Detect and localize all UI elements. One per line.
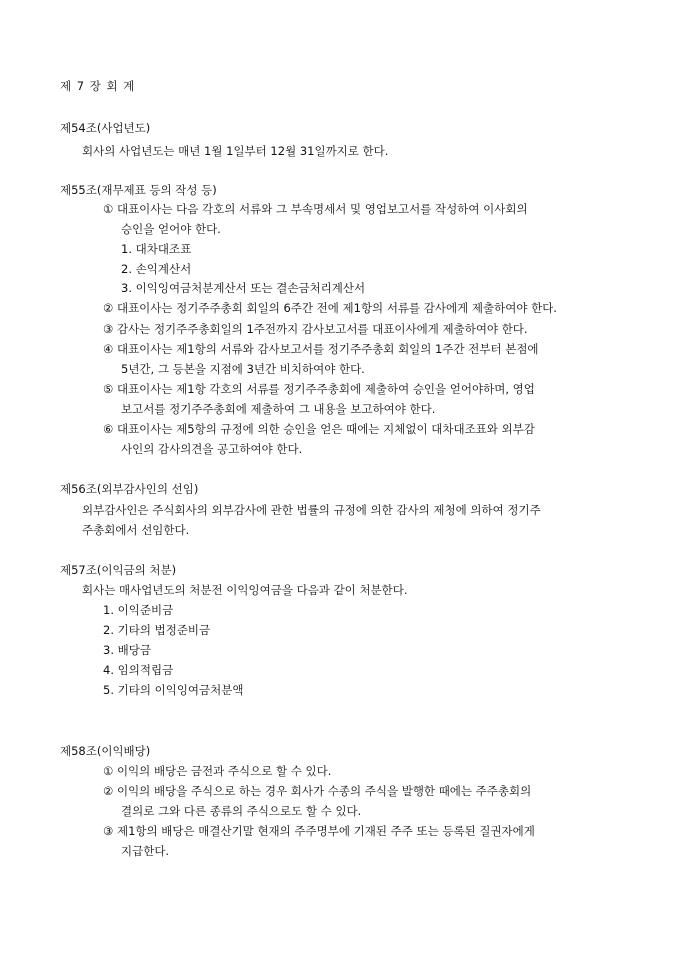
article-58-para-3-line-1: ③ 제1항의 배당은 매결산기말 현재의 주주명부에 기재된 주주 또는 등록된 질권자에게 [103,824,535,838]
article-56-line-1: 외부감사인은 주식회사의 외부감사에 관한 법률의 규정에 의한 감사의 제청에 의하여 정기주 [82,503,541,517]
article-55-para-1-line-2: 승인을 얻어야 한다. [121,222,221,236]
article-55-para-4-line-2: 5년간, 그 등본을 지점에 3년간 비치하여야 한다. [121,362,365,376]
article-55-para-6-line-2: 사인의 감사의견을 공고하여야 한다. [121,442,303,456]
article-56-title: 제56조(외부감사인의 선임) [60,482,199,496]
article-56-line-2: 주총회에서 선임한다. [82,523,190,537]
article-57-body: 회사는 매사업년도의 처분전 이익잉여금을 다음과 같이 처분한다. [82,583,408,597]
article-55-para-3: ③ 감사는 정기주주총회일의 1주전까지 감사보고서를 대표이사에게 제출하여야 한다. [103,322,528,336]
chapter-heading: 제 7 장 회 계 [60,79,136,93]
article-55-para-4-line-1: ④ 대표이사는 제1항의 서류와 감사보고서를 정기주주총회 회일의 1주간 전부터 본점에 [103,342,539,356]
article-54-title: 제54조(사업년도) [60,121,151,135]
article-57-title: 제57조(이익금의 처분) [60,563,177,577]
article-55-title: 제55조(재무제표 등의 작성 등) [60,183,217,197]
article-55-para-5-line-2: 보고서를 정기주주총회에 제출하여 그 내용을 보고하여야 한다. [121,402,436,416]
article-57-item-3: 3. 배당금 [103,643,151,657]
article-55-para-2: ② 대표이사는 정기주주총회 회일의 6주간 전에 제1항의 서류를 감사에게 제출하여야 한다. [103,301,557,315]
article-58-para-2-line-1: ② 이익의 배당을 주식으로 하는 경우 회사가 수종의 주식을 발행한 때에는 주주총회의 [103,784,532,798]
article-55-item-2: 2. 손익계산서 [121,262,192,276]
article-58-para-3-line-2: 지급한다. [121,844,170,858]
article-55-item-3: 3. 이익잉여금처분계산서 또는 결손금처리계산서 [121,281,366,295]
article-54-body: 회사의 사업년도는 매년 1월 1일부터 12월 31일까지로 한다. [82,144,389,158]
article-58-para-2-line-2: 결의로 그와 다른 종류의 주식으로도 할 수 있다. [121,804,362,818]
article-55-para-5-line-1: ⑤ 대표이사는 제1항 각호의 서류를 정기주주총회에 제출하여 승인을 얻어야하며, 영업 [103,382,535,396]
article-58-para-1: ① 이익의 배당은 금전과 주식으로 할 수 있다. [103,764,332,778]
article-55-para-1-line-1: ① 대표이사는 다음 각호의 서류와 그 부속명세서 및 영업보고서를 작성하여 이사회의 [103,202,528,216]
article-57-item-2: 2. 기타의 법정준비금 [103,623,211,637]
article-58-title: 제58조(이익배당) [60,744,151,758]
article-55-para-6-line-1: ⑥ 대표이사는 제5항의 규정에 의한 승인을 얻은 때에는 지체없이 대차대조표와 외부감 [103,422,535,436]
article-57-item-5: 5. 기타의 이익잉여금처분액 [103,683,244,697]
article-57-item-4: 4. 임의적립금 [103,663,174,677]
article-57-item-1: 1. 이익준비금 [103,603,174,617]
article-55-item-1: 1. 대차대조표 [121,242,192,256]
